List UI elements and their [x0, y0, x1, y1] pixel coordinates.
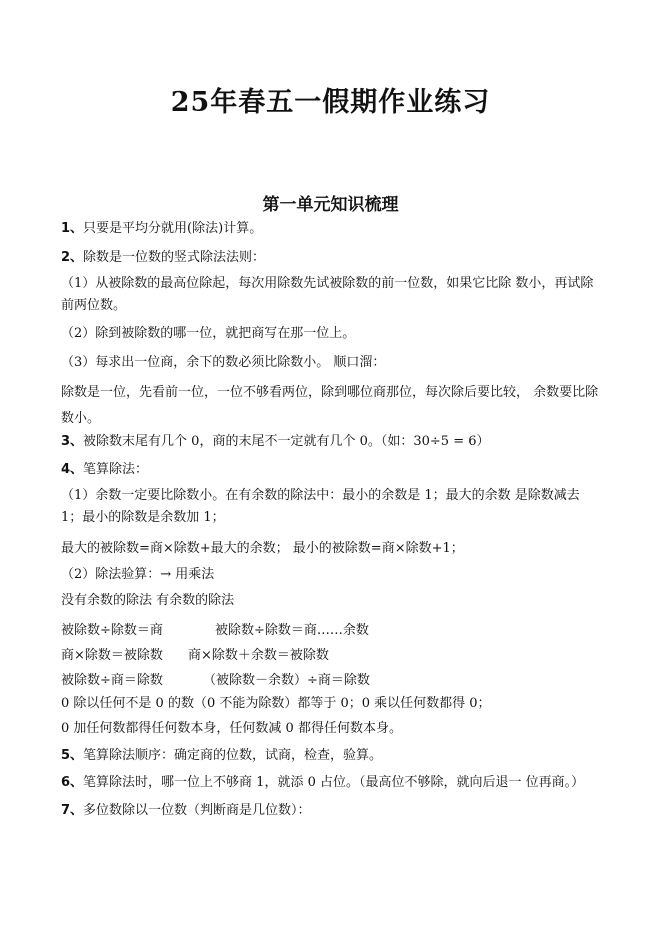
item-7	[61, 803, 311, 819]
item-text: 笔算除法时，哪一位上不够商 1，就添 0 占位。（最高位不够除，就向后退一 位再商。）	[83, 775, 585, 790]
item-4	[61, 462, 148, 478]
rule-3: （3）每求出一位商，余下的数必须比除数小。 顺口溜：	[61, 355, 386, 370]
item-5	[61, 748, 382, 764]
item-1	[61, 221, 262, 237]
item-text: 只要是平均分就用(除法)计算。	[83, 221, 263, 236]
formula-line: 最大的被除数=商×除数+最大的余数； 最小的被除数=商×除数+1；	[61, 541, 464, 556]
section-title: 第一单元知识梳理	[262, 195, 399, 215]
rhyme-text: 除数是一位，先看前一位，一位不够看两位，除到哪位商那位，每次除后要比较， 余数要比除数小。	[61, 385, 599, 426]
item-6	[61, 775, 584, 791]
sub-rule-1: （1）余数一定要比除数小。在有余数的除法中：最小的余数是 1；最大的余数 是除数减去 1；最小的除数是余数加 1；	[61, 488, 580, 525]
item-number: 5、	[61, 748, 84, 763]
check-formula-right-3: （被除数－余数）÷商＝除数	[203, 673, 370, 688]
item-text: 笔算除法：	[83, 462, 149, 477]
rule-1: （1）从被除数的最高位除起，每次用除数先试被除数的前一位数，如果它比除 数小，再试除前两位数。	[61, 276, 594, 313]
check-formula-right-1: 被除数÷除数＝商……余数	[215, 623, 369, 638]
item-text: 除数是一位数的竖式除法法则：	[83, 250, 266, 265]
sub-rule-2: （2）除法验算：→ 用乘法	[61, 567, 215, 582]
item-number: 1、	[61, 221, 84, 236]
check-formula-right-2: 商×除数＋余数＝被除数	[188, 648, 329, 663]
item-3	[61, 434, 490, 450]
item-number: 6、	[61, 775, 84, 790]
item-number: 2、	[61, 250, 84, 265]
check-header: 没有余数的除法 有余数的除法	[61, 593, 235, 608]
check-formula-left-1: 被除数÷除数＝商	[61, 623, 163, 638]
zero-rule-1: 0 除以任何不是 0 的数（0 不能为除数）都等于 0；0 乘以任何数都得 0；	[61, 696, 491, 711]
item-number: 4、	[61, 462, 84, 477]
item-2	[61, 250, 265, 266]
check-formula-left-3: 被除数÷商＝除数	[61, 673, 163, 688]
item-number: 7、	[61, 803, 84, 818]
item-text: 笔算除法顺序：确定商的位数，试商，检查，验算。	[83, 748, 383, 763]
check-formula-left-2: 商×除数＝被除数	[61, 648, 163, 663]
item-text: 被除数末尾有几个 0，商的末尾不一定就有几个 0。（如：30÷5 = 6）	[83, 434, 490, 449]
rule-2: （2）除到被除数的哪一位，就把商写在那一位上。	[61, 326, 356, 341]
item-text: 多位数除以一位数（判断商是几位数）：	[83, 803, 311, 818]
item-number: 3、	[61, 434, 84, 449]
page-title: 25年春五一假期作业练习	[170, 87, 491, 118]
zero-rule-2: 0 加任何数都得任何数本身，任何数减 0 都得任何数本身。	[61, 721, 402, 736]
